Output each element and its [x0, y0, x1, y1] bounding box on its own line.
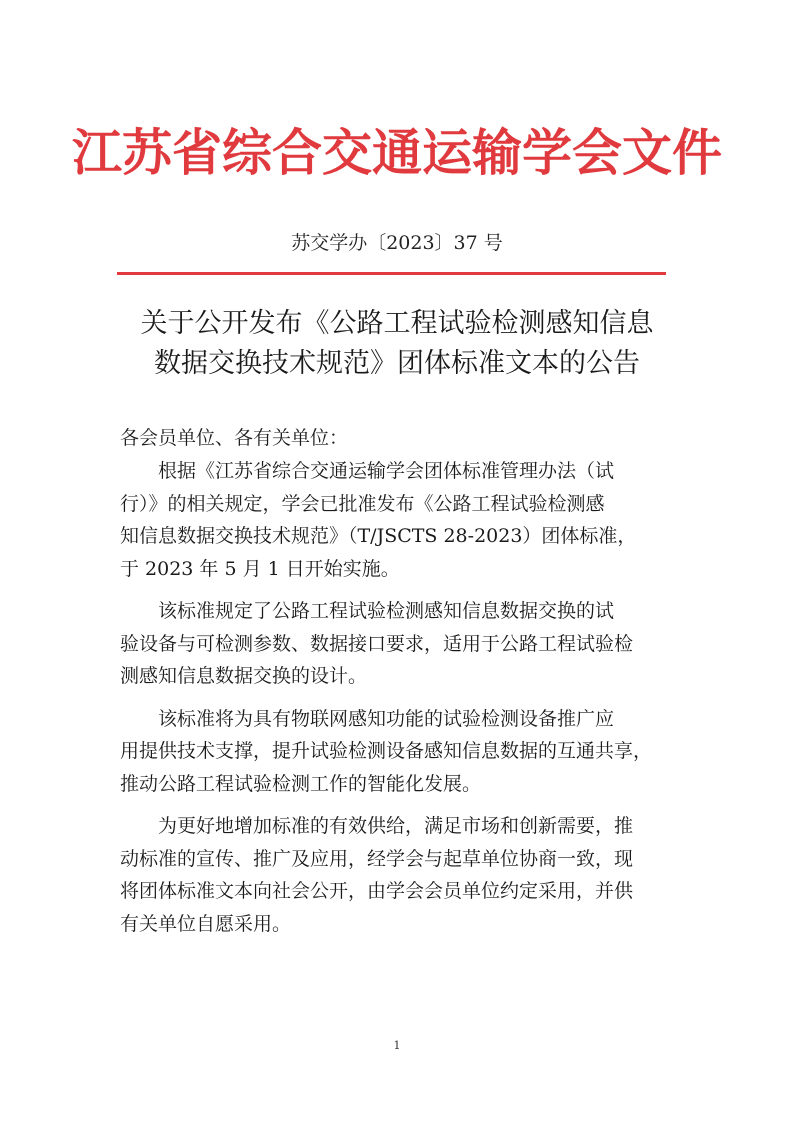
notice-body — [120, 455, 680, 950]
paragraph-line: 用提供技术支撑，提升试验检测设备感知信息数据的互通共享， — [120, 740, 653, 762]
document-number: 苏交学办〔2023〕37 号 — [291, 232, 503, 254]
header-red-rule — [117, 272, 666, 275]
org-header-title: 江苏省综合交通运输学会文件 — [72, 123, 722, 182]
paragraph-line: 验设备与可检测参数、数据接口要求，适用于公路工程试验检 — [120, 632, 634, 655]
paragraph-line: 有关单位自愿采用。 — [120, 912, 292, 935]
notice-title — [100, 304, 694, 384]
paragraph-line: 为更好地增加标准的有效供给，满足市场和创新需要，推 — [158, 815, 634, 837]
paragraph-line: 该标准规定了公路工程试验检测感知信息数据交换的试 — [158, 600, 615, 622]
paragraph-line: 知信息数据交换技术规范》（T/JSCTS 28-2023）团体标准， — [120, 525, 637, 547]
paragraph-line: 根据《江苏省综合交通运输学会团体标准管理办法（试 — [158, 460, 615, 482]
paragraph-line: 测感知信息数据交换的设计。 — [120, 665, 368, 687]
paragraph-line: 动标准的宣传、推广及应用，经学会与起草单位协商一致，现 — [120, 847, 634, 870]
notice-title-line: 关于公开发布《公路工程试验检测感知信息 — [140, 308, 654, 339]
body-paragraph — [120, 703, 680, 801]
salutation: 各会员单位、各有关单位： — [120, 427, 349, 449]
notice-title-line: 数据交换技术规范》团体标准文本的公告 — [154, 348, 640, 379]
paragraph-line: 于 2023 年 5 月 1 日开始实施。 — [120, 557, 400, 580]
body-paragraph — [120, 595, 680, 693]
body-paragraph — [120, 455, 680, 585]
page-number: 1 — [393, 1039, 401, 1052]
body-paragraph — [120, 810, 680, 940]
paragraph-line: 行）》的相关规定，学会已批准发布《公路工程试验检测感 — [120, 492, 605, 515]
paragraph-line: 该标准将为具有物联网感知功能的试验检测设备推广应 — [158, 707, 615, 730]
paragraph-line: 推动公路工程试验检测工作的智能化发展。 — [120, 772, 482, 795]
paragraph-line: 将团体标准文本向社会公开，由学会会员单位约定采用，并供 — [120, 880, 634, 902]
